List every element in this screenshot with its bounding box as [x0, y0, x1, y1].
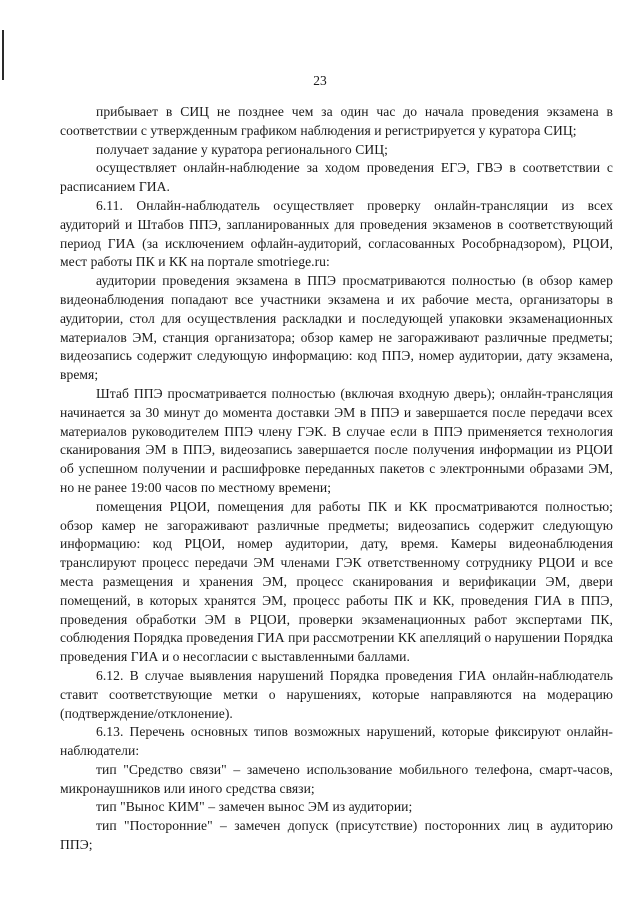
paragraph-5: аудитории проведения экзамена в ППЭ просматриваются полностью (в обзор камер видеонаблюдения попадают все участники экзамена и их рабочие места, организаторы в аудитории, стол для осуществления раскладки и последующей упаковки экзаменационных материалов ЭМ, станция организатора; обзор камер не загораживают различные предметы; видеозапись содержит следующую информацию: код ППЭ, номер аудитории, дату экзамена, время;: [60, 273, 613, 383]
paragraph-2: получает задание у куратора регионального СИЦ;: [96, 141, 388, 157]
paragraph-3: осуществляет онлайн-наблюдение за ходом проведения ЕГЭ, ГВЭ в соответствии с расписанием ГИА.: [60, 160, 613, 195]
page-number: 23: [313, 73, 327, 88]
paragraph-8: 6.12. В случае выявления нарушений Порядка проведения ГИА онлайн-наблюдатель ставит соответствующие метки о нарушениях, которые направляются на модерацию (подтверждение/отклонение).: [60, 667, 613, 721]
paragraph-1: прибывает в СИЦ не позднее чем за один час до начала проведения экзамена в соответствии с утвержденным графиком наблюдения и регистрируется у куратора СИЦ;: [60, 104, 613, 138]
paragraph-11: тип "Вынос КИМ" – замечен вынос ЭМ из аудитории;: [96, 799, 413, 815]
paragraph-7: помещения РЦОИ, помещения для работы ПК и КК просматриваются полностью; обзор камер не загораживают различные предметы; видеозапись содержит следующую информацию: код РЦОИ, номер аудитории, дату, время. Камеры видеонаблюдения транслируют процесс передачи ЭМ членами ГЭК ответственному сотруднику РЦОИ и все места размещения и хранения ЭМ, процесс сканирования и верификации ЭМ, двери помещений, в которых хранятся ЭМ, процесс работы ПК и КК, проведения ГИА в ППЭ, проведения обработки ЭМ в РЦОИ, проверки экзаменационных работ экспертами ПК, соблюдения Порядка проведения ГИА при рассмотрении КК апелляций о нарушении Порядка проведения ГИА и о несогласии с выставленными баллами.: [60, 498, 613, 665]
paragraph-9: 6.13. Перечень основных типов возможных нарушений, которые фиксируют онлайн-наблюдатели:: [60, 724, 613, 759]
paragraph-10: тип "Средство связи" – замечено использование мобильного телефона, смарт-часов, микронаушников или иного средства связи;: [60, 761, 613, 796]
document-body: [60, 103, 613, 855]
paragraph-4: 6.11. Онлайн-наблюдатель осуществляет проверку онлайн-трансляции из всех аудиторий и Штабов ППЭ, запланированных для проведения экзаменов в соответствующий период ГИА (за исключением офлайн-аудиторий, согласованных Рособрнадзором), РЦОИ, мест работы ПК и КК на портале smotriege.ru:: [60, 197, 613, 270]
paragraph-6: Штаб ППЭ просматривается полностью (включая входную дверь); онлайн-трансляция начинается за 30 минут до момента доставки ЭМ в ППЭ и завершается после передачи всех материалов руководителем ППЭ члену ГЭК. В случае если в ППЭ применяется технология сканирования ЭМ в ППЭ, видеозапись завершается после получения информации из РЦОИ об успешном получении и расшифровке переданных пакетов с электронными образами ЭМ, но не ранее 19:00 часов по местному времени;: [60, 385, 613, 495]
paragraph-12: тип "Посторонние" – замечен допуск (присутствие) посторонних лиц в аудиторию ППЭ;: [60, 818, 613, 853]
